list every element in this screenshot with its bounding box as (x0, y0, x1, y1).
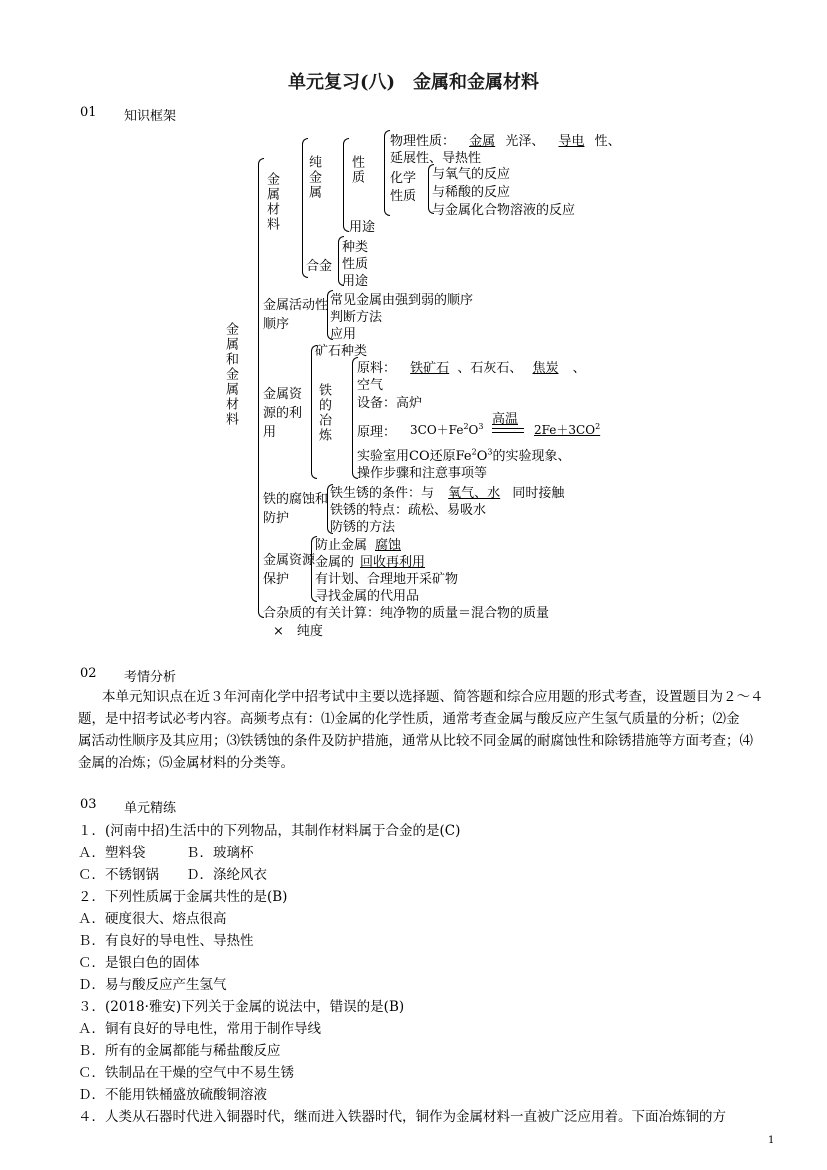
question-option: Ａ．铜有良好的导电性，常用于制作导线 (78, 1021, 321, 1037)
question-3: ３．(2018·雅安)下列关于金属的说法中，错误的是(B) (78, 999, 405, 1015)
chem-item-3: 与金属化合物溶液的反应 (432, 203, 576, 218)
section-number: 01 (80, 105, 97, 120)
ore-types: 矿石种类 (315, 344, 368, 359)
node-metal-materials: 金属材料 (264, 172, 279, 232)
question-option: Ｂ．所有的金属都能与稀盐酸反应 (78, 1043, 281, 1059)
question-option: Ｃ．不锈钢锅 Ｄ．涤纶风衣 (78, 867, 267, 883)
node-pure-metal: 纯金属 (306, 155, 321, 200)
analysis-line-1: 本单元知识点在近３年河南化学中招考试中主要以选择题、简答题和综合应用题的形式考查，设置题目为２～４ (102, 689, 764, 705)
node-protection: 金属资源保护 (263, 553, 316, 587)
analysis-line-2: 题，是中招考试必考内容。高频考点有：⑴金属的化学性质，通常考查金属与酸反应产生氢气质量的分析；⑵金 (78, 711, 740, 727)
protect-item-4: 寻找金属的代用品 (315, 589, 420, 604)
activity-item-3: 应用 (330, 327, 357, 342)
chemical-properties: 化学性质 (390, 171, 417, 204)
question-1: １．(河南中招)生活中的下列物品，其制作材料属于合金的是(C) (78, 823, 461, 839)
framework-root: 金属和金属材料 (223, 322, 238, 427)
protect-item-2: 金属的 回收再利用 (315, 555, 426, 570)
question-option: Ａ．硬度很大、熔点很高 (78, 911, 227, 927)
protect-item-3: 有计划、合理地开采矿物 (315, 572, 459, 587)
equipment: 设备：高炉 (357, 396, 423, 411)
equation-right: $2Fe+3CO^2$ (534, 422, 601, 437)
node-activity: 金属活动性顺序 (263, 298, 329, 332)
section-label: 考情分析 (124, 670, 177, 685)
question-option: Ｃ．铁制品在干燥的空气中不易生锈 (78, 1065, 294, 1081)
rust-feature: 铁锈的特点：疏松、易吸水 (330, 503, 487, 518)
activity-item-1: 常见金属由强到弱的顺序 (330, 293, 474, 308)
section-number: 02 (80, 666, 97, 681)
equation-bar-2 (492, 432, 524, 433)
question-option: Ｂ．有良好的导电性、导热性 (78, 933, 254, 949)
node-resource: 金属资源的利用 (263, 387, 303, 440)
section-label: 知识框架 (124, 109, 177, 124)
lab-experiment: 实验室用CO还原$Fe^2O^3$的实验现象、 (357, 447, 571, 464)
equation-bar (492, 428, 524, 429)
physical-properties-2: 延展性、导热性 (390, 151, 482, 166)
raw-materials: 原料： 铁矿石 、石灰石、 焦炭 、 (357, 361, 586, 376)
raw-air: 空气 (357, 378, 384, 393)
principle-label: 原理： (357, 425, 397, 440)
activity-item-2: 判断方法 (330, 310, 383, 325)
impurity-calc-2: × 纯度 (273, 624, 323, 639)
equation-left: $3CO+Fe^2O^3$ (410, 422, 484, 437)
rust-condition: 铁生锈的条件：与 氧气、水 同时接触 (330, 486, 565, 501)
page-number: 1 (768, 1135, 775, 1146)
node-use: 用途 (349, 220, 376, 235)
alloy-item-1: 种类 (342, 240, 369, 255)
question-option: Ｄ．易与酸反应产生氢气 (78, 977, 227, 993)
question-4: ４．人类从石器时代进入铜器时代，继而进入铁器时代，铜作为金属材料一直被广泛应用着。下面冶炼铜的方 (78, 1109, 726, 1125)
rust-prevention: 防锈的方法 (330, 520, 396, 535)
section-number: 03 (80, 797, 97, 812)
chem-item-2: 与稀酸的反应 (432, 185, 511, 200)
physical-properties: 物理性质： 金属 光泽、 导电 性、 (390, 134, 621, 149)
question-option: Ｃ．是银白色的固体 (78, 955, 200, 971)
node-smelt: 铁的冶炼 (316, 383, 331, 443)
question-option: Ａ．塑料袋 Ｂ．玻璃杯 (78, 845, 254, 861)
section-label: 单元精练 (124, 801, 177, 816)
node-alloy: 合金 (306, 259, 333, 274)
analysis-line-4: 金属的冶炼；⑸金属材料的分类等。 (78, 755, 294, 771)
lab-experiment-2: 操作步骤和注意事项等 (357, 466, 488, 481)
analysis-line-3: 属活动性顺序及其应用；⑶铁锈蚀的条件及防护措施，通常从比较不同金属的耐腐蚀性和除锈措施等方面考查；⑷ (78, 733, 753, 749)
question-2: ２．下列性质属于金属共性的是(B) (78, 889, 288, 905)
alloy-item-2: 性质 (342, 257, 369, 272)
chem-item-1: 与氧气的反应 (432, 167, 511, 182)
protect-item-1: 防止金属 腐蚀 (315, 538, 402, 553)
alloy-item-3: 用途 (342, 274, 369, 289)
page-title: 单元复习(八) 金属和金属材料 (287, 72, 540, 93)
node-corrosion: 铁的腐蚀和防护 (263, 492, 329, 526)
equation-condition: 高温 (492, 412, 519, 427)
node-properties: 性质 (349, 155, 364, 185)
impurity-calc: 合杂质的有关计算：纯净物的质量＝混合物的质量 (263, 606, 550, 621)
question-option: Ｄ．不能用铁桶盛放硫酸铜溶液 (78, 1087, 267, 1103)
